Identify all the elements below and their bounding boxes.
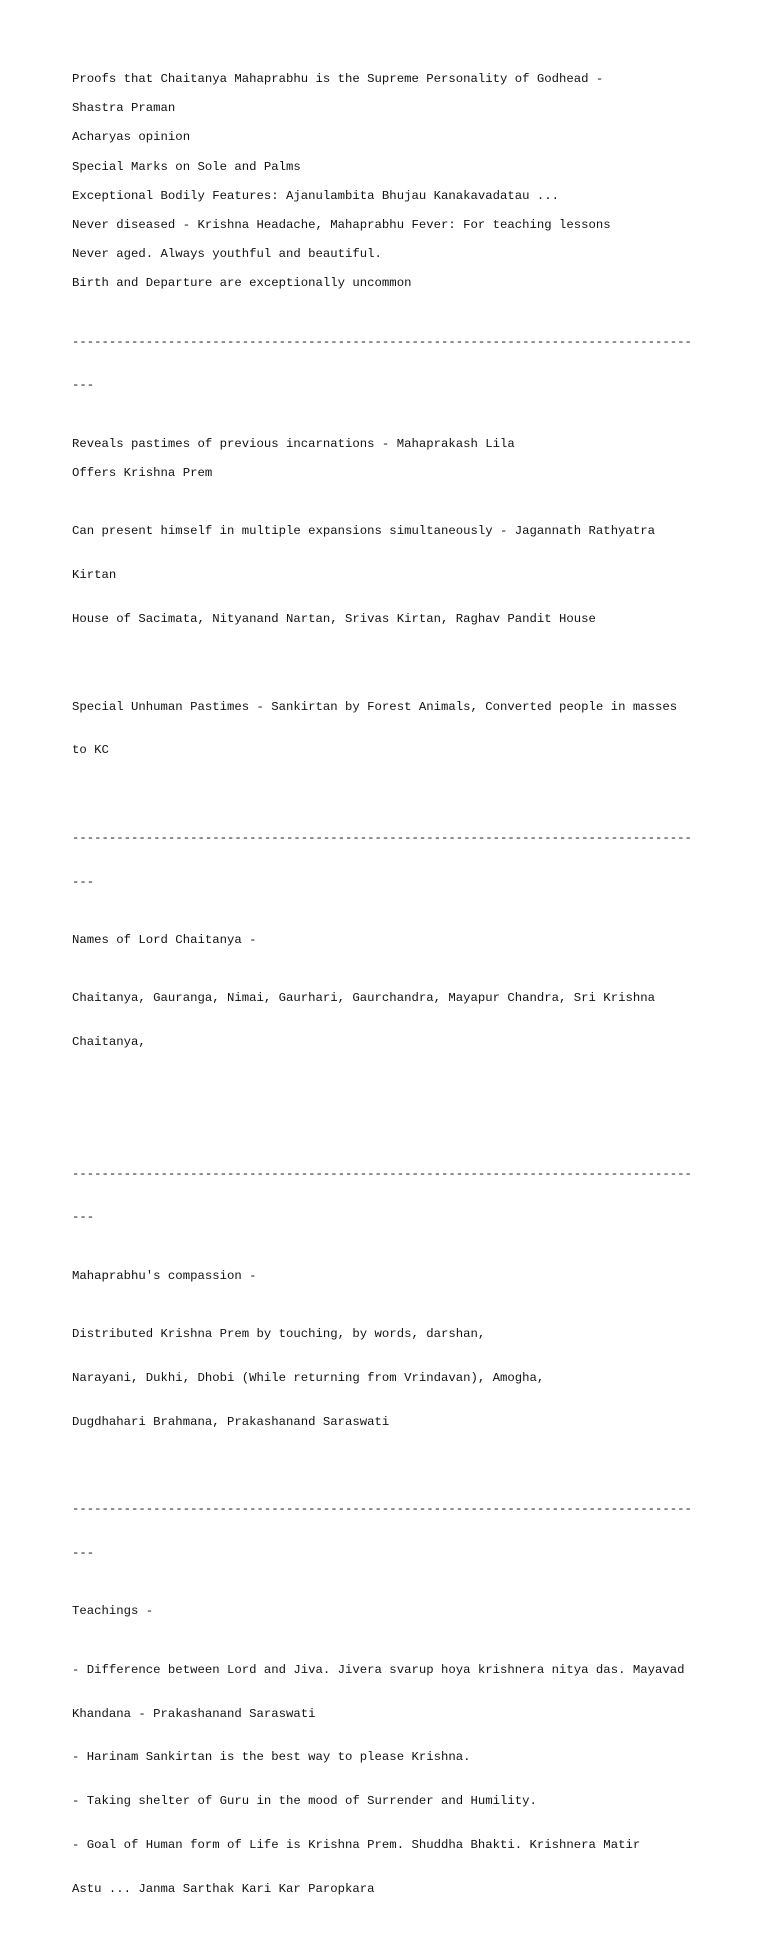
text-line: Kirtan [72, 568, 117, 583]
separator-rule [72, 1473, 702, 1590]
paragraph: Reveals pastimes of previous incarnations - Mahaprakash Lila [72, 436, 515, 451]
text-line: to KC [72, 743, 109, 758]
paragraph [72, 495, 702, 656]
paragraph [72, 962, 702, 1123]
text-line: Chaitanya, [72, 1035, 146, 1050]
heading-names: Names of Lord Chaitanya - [72, 933, 257, 948]
list-item: - Difference between Lord and Jiva. Jivera svarup hoya krishnera nitya das. Mayavad [72, 1662, 685, 1677]
text-line: Narayani, Dukhi, Dhobi (While returning from Vrindavan), Amogha, [72, 1370, 545, 1385]
paragraph: Offers Krishna Prem [72, 466, 213, 481]
list-item-continuation: Khandana - Prakashanand Saraswati [72, 1706, 316, 1721]
list-item: - Taking shelter of Guru in the mood of Surrender and Humility. [72, 1794, 537, 1809]
separator-line-tail: --- [72, 1210, 95, 1225]
paragraph: Exceptional Bodily Features: Ajanulambita Bhujau Kanakavadatau ... [72, 188, 560, 203]
paragraph: Special Marks on Sole and Palms [72, 159, 301, 174]
separator-rule [72, 306, 702, 423]
text-line: Distributed Krishna Prem by touching, by words, darshan, [72, 1327, 486, 1342]
heading-proofs: Proofs that Chaitanya Mahaprabhu is the Supreme Personality of Godhead - [72, 72, 604, 86]
paragraph: Shastra Praman [72, 101, 176, 116]
text-line: Special Unhuman Pastimes - Sankirtan by Forest Animals, Converted people in masses [72, 699, 678, 714]
paragraph [72, 1298, 702, 1459]
paragraph: Acharyas opinion [72, 130, 191, 145]
separator-line: ------------------------------------------------------------------------------------ [72, 334, 692, 349]
teachings-list [72, 1634, 702, 1926]
paragraph: Never diseased - Krishna Headache, Mahaprabhu Fever: For teaching lessons [72, 217, 611, 232]
list-item-continuation: Astu ... Janma Sarthak Kari Kar Paropkara [72, 1881, 375, 1896]
paragraph: Never aged. Always youthful and beautiful. [72, 247, 382, 262]
separator-line-tail: --- [72, 874, 95, 889]
text-line: Dugdhahari Brahmana, Prakashanand Saraswati [72, 1414, 390, 1429]
separator-line-tail: --- [72, 1545, 95, 1560]
paragraph: Birth and Departure are exceptionally uncommon [72, 276, 412, 291]
separator-rule [72, 802, 702, 919]
blank-line [72, 1079, 702, 1094]
list-item: - Harinam Sankirtan is the best way to please Krishna. [72, 1750, 471, 1765]
separator-line: ------------------------------------------------------------------------------------ [72, 1502, 692, 1517]
heading-teachings: Teachings - [72, 1604, 154, 1619]
text-line: Chaitanya, Gauranga, Nimai, Gaurhari, Gaurchandra, Mayapur Chandra, Sri Krishna [72, 991, 655, 1006]
separator-line-tail: --- [72, 378, 95, 393]
list-item: - Goal of Human form of Life is Krishna Prem. Shuddha Bhakti. Krishnera Matir [72, 1837, 641, 1852]
text-line: Can present himself in multiple expansions simultaneously - Jagannath Rathyatra [72, 524, 655, 539]
paragraph [72, 670, 702, 787]
separator-line: ------------------------------------------------------------------------------------ [72, 830, 692, 845]
document-body [72, 72, 702, 1940]
heading-compassion: Mahaprabhu's compassion - [72, 1268, 257, 1283]
separator-rule [72, 1137, 702, 1254]
separator-line: ------------------------------------------------------------------------------------ [72, 1166, 692, 1181]
text-line: House of Sacimata, Nityanand Nartan, Srivas Kirtan, Raghav Pandit House [72, 611, 596, 626]
